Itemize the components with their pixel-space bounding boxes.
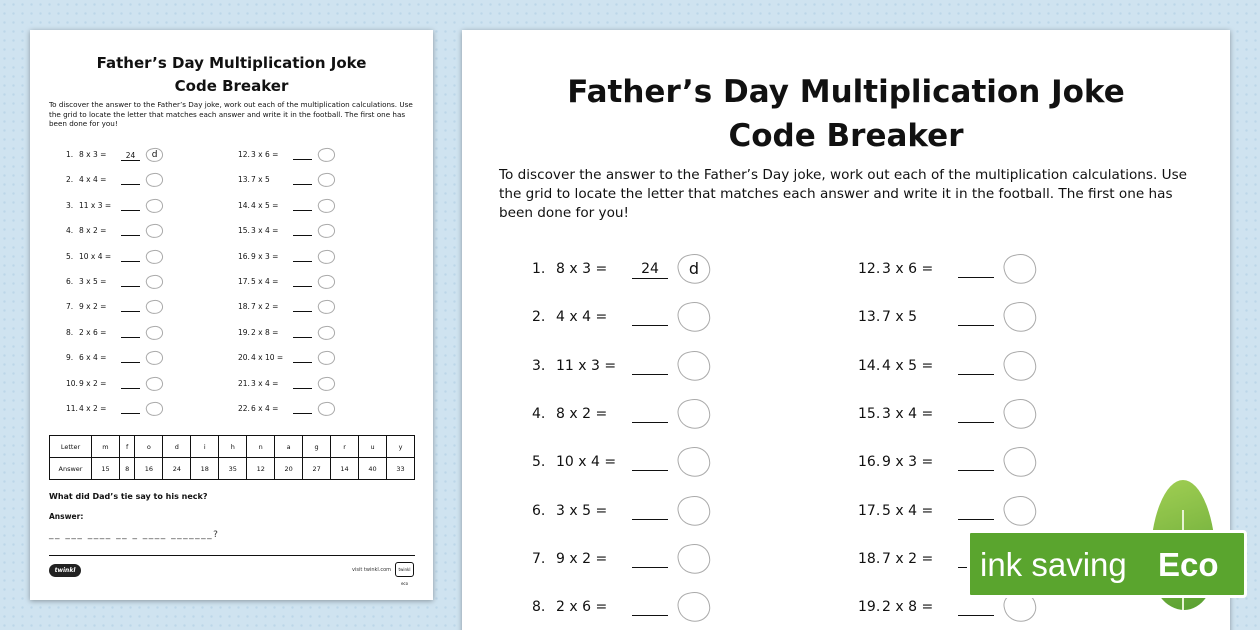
question-row	[532, 494, 710, 528]
question-calculation: 2 x 6 =	[556, 599, 608, 616]
thumbnail-title: Father’s Day Multiplication Joke Code Breaker	[96, 54, 367, 95]
question-number: 17.	[858, 502, 881, 519]
ink-saving-label: ink saving	[980, 546, 1127, 583]
question-calculation: 9 x 3 =	[882, 454, 934, 471]
question-row	[532, 445, 710, 479]
question-number: 20.	[238, 353, 250, 363]
football-icon[interactable]	[317, 375, 337, 392]
question-number: 9.	[66, 353, 74, 363]
answer-input[interactable]	[632, 405, 668, 423]
eco-badge-icon: twinkl eco	[395, 562, 414, 577]
question-calculation: 9 x 2 =	[79, 378, 107, 388]
answer-input[interactable]	[293, 150, 312, 160]
question-calculation: 8 x 2 =	[79, 226, 107, 236]
question-row	[66, 250, 163, 264]
question-number: 18.	[238, 302, 250, 312]
grid-letter-cell: d	[163, 436, 191, 458]
football-icon[interactable]	[1001, 299, 1039, 335]
answer-input[interactable]	[958, 502, 994, 520]
question-row	[238, 377, 335, 391]
answer-input[interactable]	[293, 302, 312, 312]
question-calculation: 3 x 5 =	[79, 277, 107, 286]
worksheet-thumbnail[interactable]	[30, 30, 433, 600]
question-row	[532, 300, 710, 334]
football-icon[interactable]	[675, 493, 713, 529]
question-row	[238, 326, 335, 340]
football-icon[interactable]	[145, 197, 165, 214]
football-icon[interactable]	[145, 375, 165, 392]
question-row	[66, 326, 163, 340]
question-row	[238, 224, 335, 238]
question-row	[238, 300, 335, 314]
answer-input[interactable]	[958, 405, 994, 423]
question-calculation: 8 x 2 =	[556, 405, 608, 422]
football-icon[interactable]	[317, 299, 337, 316]
football-icon[interactable]	[145, 400, 165, 417]
twinkl-logo: twinkl	[49, 564, 81, 577]
grid-letter-cell: u	[359, 436, 387, 458]
question-row	[66, 148, 163, 162]
eco-label: Eco	[1158, 546, 1219, 583]
football-icon[interactable]	[317, 400, 337, 417]
answer-input[interactable]	[293, 252, 312, 262]
question-calculation: 6 x 4 =	[79, 353, 107, 363]
question-row	[532, 397, 710, 431]
football-icon[interactable]	[317, 223, 337, 240]
question-number: 1.	[532, 261, 546, 277]
question-row	[66, 275, 163, 289]
answer-label: Answer:	[49, 512, 84, 521]
question-number: 17.	[238, 277, 250, 286]
question-calculation: 4 x 5 =	[251, 200, 279, 210]
football-icon[interactable]	[317, 273, 337, 290]
grid-letter-cell: y	[387, 436, 415, 458]
question-calculation: 3 x 6 =	[882, 261, 934, 277]
question-number: 6.	[66, 277, 74, 286]
footer-divider	[49, 555, 415, 556]
question-number: 12.	[238, 150, 250, 159]
football-icon[interactable]	[675, 444, 713, 480]
question-row	[238, 148, 335, 162]
grid-letter-cell: i	[191, 436, 219, 458]
football-icon[interactable]	[145, 324, 165, 341]
answer-input[interactable]	[121, 353, 140, 363]
question-row	[858, 445, 1036, 479]
grid-letter-cell: a	[275, 436, 303, 458]
question-calculation: 9 x 2 =	[79, 302, 107, 312]
grid-answer-cell: 16	[135, 458, 163, 480]
football-icon[interactable]	[675, 348, 713, 384]
question-number: 13.	[238, 175, 250, 185]
football-icon[interactable]	[675, 299, 713, 335]
question-row	[66, 300, 163, 314]
answer-input[interactable]	[121, 302, 140, 312]
answer-input[interactable]	[121, 404, 140, 414]
question-row	[858, 252, 1036, 286]
ink-saving-eco-badge	[967, 530, 1247, 598]
question-row	[66, 199, 163, 213]
question-calculation: 11 x 3 =	[79, 200, 112, 210]
football-icon[interactable]	[675, 589, 713, 625]
question-number: 14.	[858, 357, 881, 374]
answer-input[interactable]	[958, 598, 994, 616]
question-row	[858, 494, 1036, 528]
football-letter: d	[688, 259, 700, 278]
question-row	[238, 199, 335, 213]
question-number: 2.	[532, 309, 546, 326]
question-calculation: 9 x 3 =	[251, 251, 279, 261]
football-icon[interactable]	[317, 324, 337, 341]
question-number: 7.	[66, 302, 74, 312]
grid-answer-cell: 15	[92, 458, 120, 480]
question-number: 5.	[532, 454, 546, 471]
answer-input[interactable]	[293, 379, 312, 389]
answer-input[interactable]	[958, 308, 994, 326]
football-icon[interactable]	[675, 396, 713, 432]
answer-input[interactable]	[632, 550, 668, 568]
answer-input[interactable]	[293, 175, 312, 185]
answer-blanks: __ ___ ____ __ _ ____ _______?	[49, 530, 220, 540]
question-calculation: 2 x 6 =	[79, 327, 107, 337]
question-number: 21.	[238, 378, 250, 388]
question-calculation: 10 x 4 =	[79, 251, 112, 261]
grid-letter-cell: f	[119, 436, 134, 458]
question-number: 14.	[238, 200, 250, 210]
question-number: 13.	[858, 309, 881, 326]
question-number: 5.	[66, 251, 74, 261]
question-number: 16.	[238, 251, 250, 261]
grid-answer-cell: 33	[387, 458, 415, 480]
grid-answer-cell: 18	[191, 458, 219, 480]
question-row	[66, 224, 163, 238]
football-letter: d	[151, 149, 158, 160]
question-number: 10.	[66, 378, 78, 388]
question-row	[532, 590, 710, 624]
question-row	[238, 351, 335, 365]
question-row	[66, 173, 163, 187]
grid-letter-cell: g	[303, 436, 331, 458]
answer-input[interactable]: 24	[121, 150, 140, 161]
answer-input[interactable]	[293, 353, 312, 363]
question-calculation: 5 x 4 =	[882, 502, 934, 519]
question-calculation: 3 x 4 =	[251, 226, 279, 236]
answer-input[interactable]	[958, 260, 994, 278]
grid-letter-cell: h	[219, 436, 247, 458]
football-icon[interactable]	[1001, 493, 1039, 529]
answer-input[interactable]	[121, 252, 140, 262]
question-number: 8.	[532, 599, 546, 616]
grid-answer-cell: 12	[247, 458, 275, 480]
question-row	[532, 252, 710, 286]
question-row	[858, 349, 1036, 383]
thumbnail-intro: To discover the answer to the Father’s Day joke, work out each of the multiplication calculations. Use the grid to locate the letter that matches each answer and write it in the football. The first one has been done for you!	[49, 100, 413, 128]
question-number: 15.	[238, 226, 250, 236]
question-row	[238, 173, 335, 187]
question-row	[66, 351, 163, 365]
answer-input[interactable]	[293, 201, 312, 211]
football-icon[interactable]	[317, 146, 337, 163]
question-calculation: 4 x 5 =	[882, 357, 934, 374]
question-number: 3.	[66, 200, 74, 210]
footer-url: visit twinkl.com	[352, 567, 392, 573]
question-number: 1.	[66, 150, 74, 159]
question-calculation: 6 x 4 =	[251, 404, 279, 413]
answer-input[interactable]	[121, 226, 140, 236]
football-icon[interactable]	[1001, 396, 1039, 432]
question-calculation: 4 x 10 =	[251, 353, 284, 363]
question-row	[858, 300, 1036, 334]
answer-input[interactable]	[121, 175, 140, 185]
grid-answer-cell: 20	[275, 458, 303, 480]
answer-input[interactable]	[632, 357, 668, 375]
question-calculation: 3 x 4 =	[251, 378, 279, 388]
question-calculation: 3 x 5 =	[556, 502, 608, 519]
question-number: 19.	[238, 327, 250, 337]
grid-answer-cell: 24	[163, 458, 191, 480]
question-calculation: 9 x 2 =	[556, 550, 608, 567]
question-number: 6.	[532, 502, 546, 519]
question-number: 8.	[66, 327, 74, 337]
football-icon[interactable]	[145, 172, 165, 189]
answer-input[interactable]	[121, 201, 140, 211]
grid-letter-cell: o	[135, 436, 163, 458]
question-number: 11.	[66, 404, 78, 413]
joke-question: What did Dad’s tie say to his neck?	[49, 492, 208, 501]
question-row	[532, 349, 710, 383]
question-calculation: 11 x 3 =	[556, 357, 617, 374]
football-icon[interactable]	[675, 541, 713, 577]
answer-input[interactable]: 24	[632, 259, 668, 279]
grid-answer-cell: 14	[331, 458, 359, 480]
answer-input[interactable]	[293, 328, 312, 338]
question-number: 18.	[858, 550, 881, 567]
football-icon[interactable]	[145, 273, 165, 290]
question-calculation: 8 x 3 =	[79, 150, 107, 159]
question-number: 7.	[532, 550, 546, 567]
football-icon[interactable]	[145, 299, 165, 316]
question-calculation: 8 x 3 =	[556, 261, 608, 277]
question-calculation: 7 x 5	[251, 175, 270, 185]
question-row	[238, 402, 335, 416]
answer-input[interactable]	[958, 453, 994, 471]
question-number: 3.	[532, 357, 546, 374]
grid-answer-cell: 35	[219, 458, 247, 480]
question-number: 19.	[858, 599, 881, 616]
question-row	[532, 542, 710, 576]
question-calculation: 3 x 6 =	[251, 150, 279, 159]
grid-answer-cell: 40	[359, 458, 387, 480]
answer-input[interactable]	[121, 379, 140, 389]
grid-letter-header: Letter	[50, 436, 92, 458]
question-calculation: 7 x 5	[882, 309, 917, 326]
football-icon[interactable]	[1001, 444, 1039, 480]
question-number: 4.	[532, 405, 546, 422]
answer-input[interactable]	[632, 598, 668, 616]
grid-answer-header: Answer	[50, 458, 92, 480]
question-calculation: 7 x 2 =	[882, 550, 934, 567]
answer-input[interactable]	[121, 277, 140, 287]
answer-input[interactable]	[293, 226, 312, 236]
question-calculation: 3 x 4 =	[882, 405, 934, 422]
grid-answer-cell: 8	[119, 458, 134, 480]
answer-input[interactable]	[632, 308, 668, 326]
grid-letter-cell: r	[331, 436, 359, 458]
answer-input[interactable]	[293, 404, 312, 414]
question-row	[238, 250, 335, 264]
question-row	[238, 275, 335, 289]
answer-input[interactable]	[293, 277, 312, 287]
question-calculation: 2 x 8 =	[251, 327, 279, 337]
question-number: 12.	[858, 261, 881, 277]
football-icon[interactable]	[317, 350, 337, 367]
answer-input[interactable]	[121, 328, 140, 338]
grid-answer-cell: 27	[303, 458, 331, 480]
question-row	[66, 402, 163, 416]
question-calculation: 4 x 2 =	[79, 404, 107, 413]
question-row	[858, 397, 1036, 431]
football-icon[interactable]	[145, 146, 165, 163]
code-grid	[49, 435, 415, 480]
question-calculation: 4 x 4 =	[79, 175, 107, 185]
preview-intro: To discover the answer to the Father’s Day joke, work out each of the multiplication calculations. Use the grid to locate the letter that matches each answer and write it in the football. The first one has been done for you!	[499, 167, 1188, 221]
preview-title: Father’s Day Multiplication Joke Code Breaker	[567, 74, 1125, 154]
football-icon[interactable]	[317, 248, 337, 265]
grid-letter-cell: n	[247, 436, 275, 458]
question-number: 4.	[66, 226, 74, 236]
question-calculation: 10 x 4 =	[556, 454, 617, 471]
question-calculation: 5 x 4 =	[251, 277, 279, 286]
question-number: 16.	[858, 454, 881, 471]
football-icon[interactable]	[145, 248, 165, 265]
football-icon[interactable]	[317, 172, 337, 189]
question-calculation: 2 x 8 =	[882, 599, 934, 616]
question-number: 2.	[66, 175, 74, 185]
football-icon[interactable]	[675, 251, 713, 287]
question-calculation: 7 x 2 =	[251, 302, 279, 312]
question-number: 15.	[858, 405, 881, 422]
question-number: 22.	[238, 404, 250, 413]
answer-input[interactable]	[958, 357, 994, 375]
football-icon[interactable]	[145, 350, 165, 367]
question-calculation: 4 x 4 =	[556, 309, 608, 326]
grid-letter-cell: m	[92, 436, 120, 458]
answer-input[interactable]	[632, 453, 668, 471]
question-row	[66, 377, 163, 391]
football-icon[interactable]	[317, 197, 337, 214]
football-icon[interactable]	[1001, 348, 1039, 384]
football-icon[interactable]	[1001, 251, 1039, 287]
answer-input[interactable]	[632, 502, 668, 520]
football-icon[interactable]	[145, 223, 165, 240]
